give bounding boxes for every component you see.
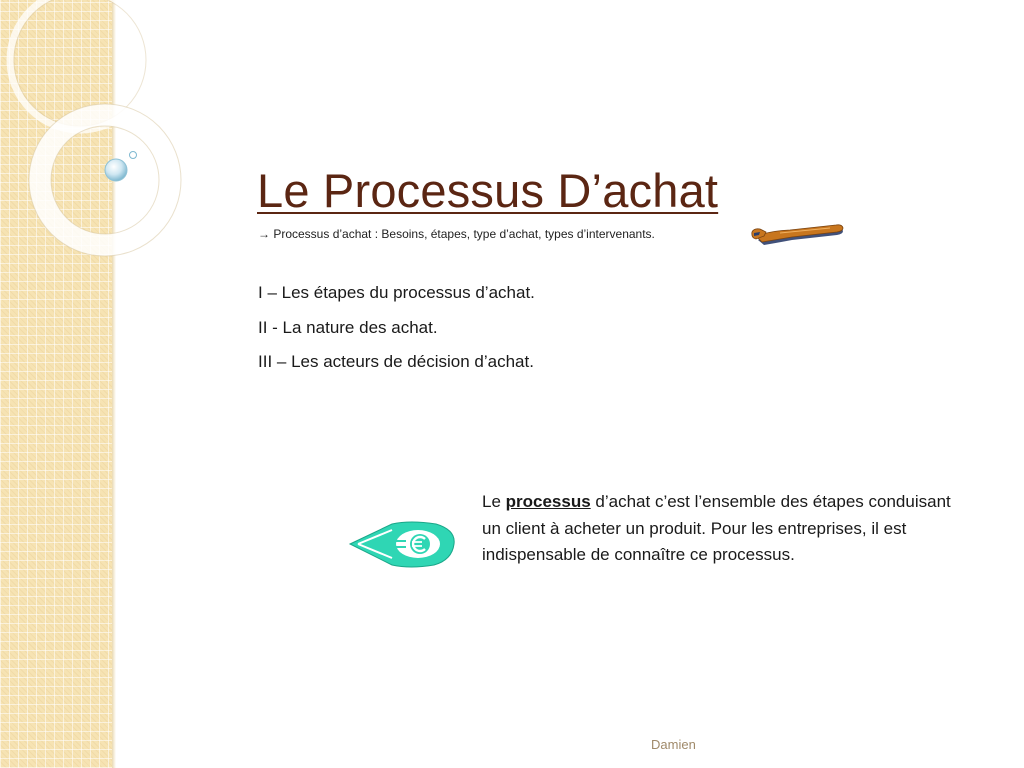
definition-keyword: processus: [505, 492, 591, 511]
slide-title: Le Processus D’achat: [257, 164, 719, 217]
footer-author: Damien: [651, 737, 696, 752]
outline-item: III – Les acteurs de décision d’achat.: [258, 352, 534, 371]
outline-item: II - La nature des achat.: [258, 317, 438, 337]
wrench-icon: [750, 220, 850, 250]
definition-paragraph: [482, 489, 962, 569]
definition-text: d’achat c’est l’ensemble des étapes conduisant un client à acheter un produit. Pour les entreprises, il est indispensable de connaître ce processus.: [482, 492, 951, 564]
outline-list: [258, 282, 535, 386]
slide-subtitle: → Processus d’achat : Besoins, étapes, type d’achat, types d’intervenants.: [258, 227, 655, 241]
decorative-rings: [0, 0, 200, 300]
euro-sign-icon: [348, 518, 458, 570]
outline-item: I – Les étapes du processus d’achat.: [258, 283, 535, 302]
definition-prefix: Le: [482, 492, 506, 511]
